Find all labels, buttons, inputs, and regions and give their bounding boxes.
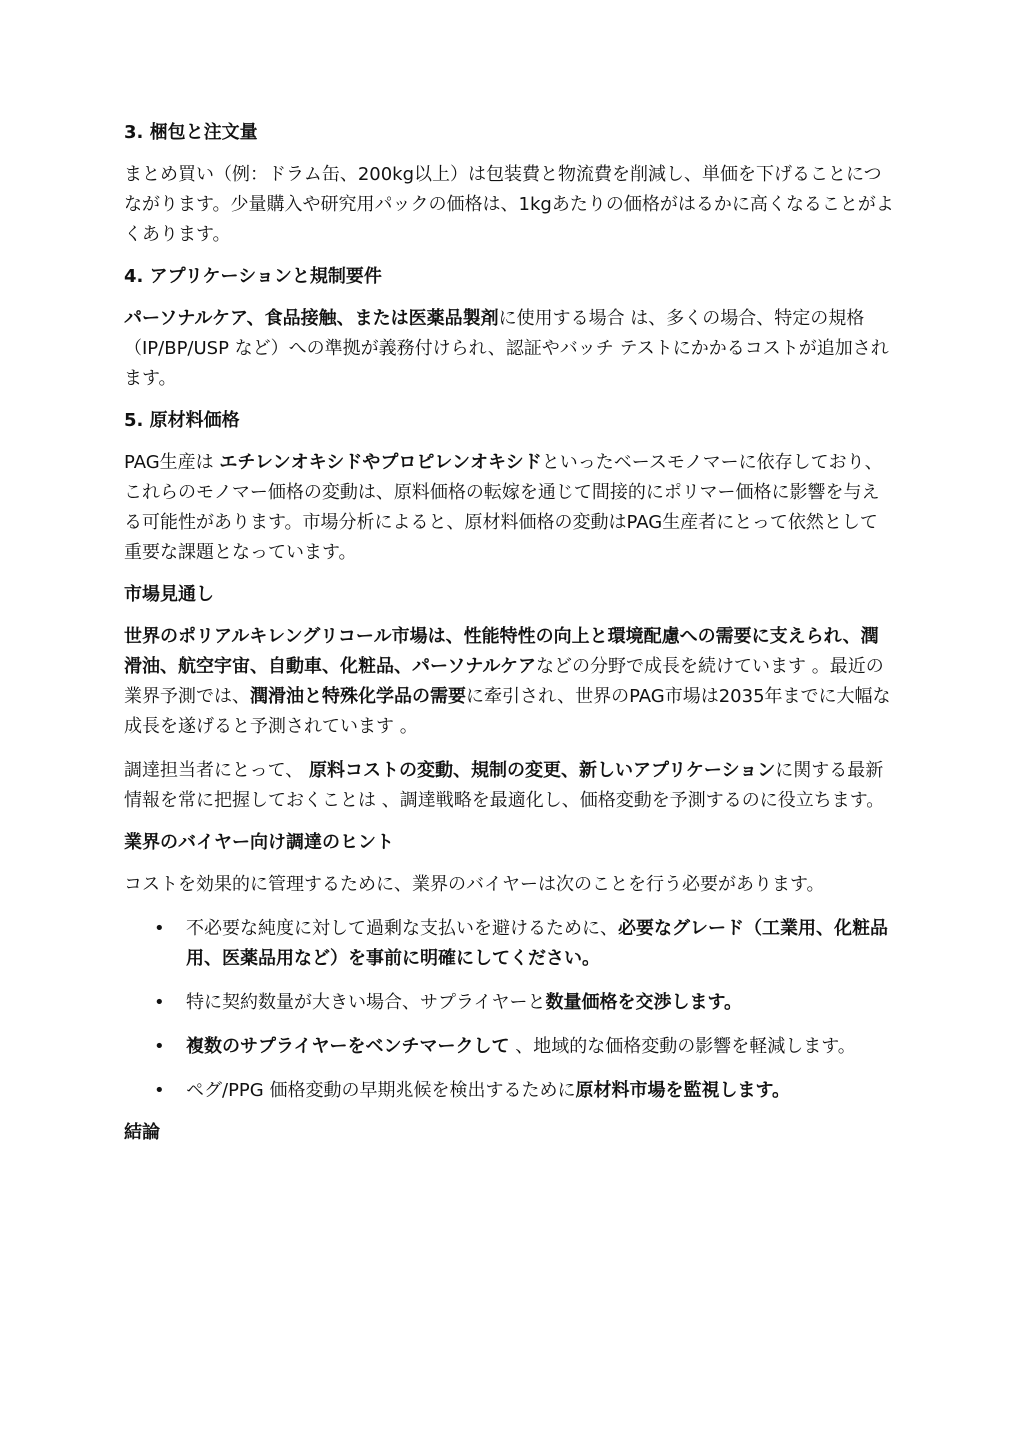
bold-text: 原材料市場を監視します。 (575, 1080, 791, 1101)
bold-text: エチレンオキシド (219, 452, 363, 473)
text: 、地域的な価格変動の影響を軽減します。 (509, 1036, 856, 1057)
list-item (124, 1032, 894, 1062)
tips-list (124, 914, 894, 1106)
bullet: • (154, 1080, 165, 1101)
bullet: • (154, 918, 165, 939)
bold-text: 必要なグレード（工業用、化粧品用、医薬品用など）を事前に明確にしてください。 (186, 918, 888, 969)
text: PAG生産は (124, 452, 220, 473)
bold-text: パーソナルケア、食品接触、または医薬品製剤 (124, 308, 499, 329)
text: ペグ/PPG 価格変動の早期兆候を検出するために (186, 1080, 576, 1101)
section-heading-applications: 4. アプリケーションと規制要件 (124, 266, 382, 287)
bold-text: や (362, 452, 381, 473)
paragraph-applications (124, 304, 894, 394)
bold-text: 原料コストの変動、規制の変更、新しいアプリケーション (309, 760, 776, 781)
bullet: • (154, 1036, 165, 1057)
paragraph-outlook-2 (124, 756, 894, 816)
section-heading-raw-materials: 5. 原材料価格 (124, 410, 240, 431)
paragraph-raw-materials (124, 448, 894, 568)
bold-text: プロピレンオキシド (380, 452, 542, 473)
text: 不必要な純度に対して過剰な支払いを避けるために、 (186, 918, 618, 939)
document-body (124, 120, 894, 1160)
section-heading-packaging: 3. 梱包と注文量 (124, 122, 258, 143)
bold-text: 数量価格を交渉します。 (545, 992, 743, 1013)
text: に使用する場合 は、多くの場合、特定の規格（IP/BP/USP など）への準拠が義務付けられ、認証やバッチ テストにかかるコストが追加されます。 (124, 308, 889, 389)
text: といったベースモノマーに依存しており、これらのモノマー価格の変動は、原料価格の転嫁を通じて間接的にポリマー価格に影響を与える可能性があります。市場分析によると、原材料価格の変動はPAG生産者にとって依然として重要な課題となっています。 (124, 452, 883, 563)
text: 特に契約数量が大きい場合、サプライヤーと (186, 992, 546, 1013)
list-item (124, 1076, 894, 1106)
bold-text: 複数のサプライヤーをベンチマークして (186, 1036, 510, 1057)
paragraph-packaging: まとめ買い（例：ドラム缶、200kg以上）は包装費と物流費を削減し、単価を下げることにつながります。少量購入や研究用パックの価格は、1kgあたりの価格がはるかに高くなることがよくあります。 (124, 164, 894, 245)
text: に牽引され、世界のPAG市場は2035年までに大幅な成長を遂げると予測されています 。 (124, 686, 891, 737)
bold-text: 世界のポリアルキレングリコール市場は、性能特性の向上と環境配慮への需要に支えられ、潤滑油、航空宇宙、自動車、化粧品、パーソナルケア (124, 626, 879, 677)
text: などの分野で成長を続けています 。最近の業界予測では、 (124, 656, 884, 707)
section-heading-outlook: 市場見通し (124, 584, 214, 605)
paragraph-outlook-1 (124, 622, 894, 742)
section-heading-conclusion: 結論 (124, 1122, 160, 1143)
bullet: • (154, 992, 165, 1013)
section-heading-tips: 業界のバイヤー向け調達のヒント (124, 832, 394, 853)
list-item (124, 914, 894, 974)
bold-text: 潤滑油と特殊化学品の需要 (250, 686, 466, 707)
text: 調達担当者にとって、 (124, 760, 310, 781)
paragraph-tips-intro: コストを効果的に管理するために、業界のバイヤーは次のことを行う必要があります。 (124, 874, 825, 895)
text: に関する最新情報を常に把握しておくことは 、調達戦略を最適化し、価格変動を予測するのに役立ちます。 (124, 760, 885, 811)
list-item (124, 988, 894, 1018)
